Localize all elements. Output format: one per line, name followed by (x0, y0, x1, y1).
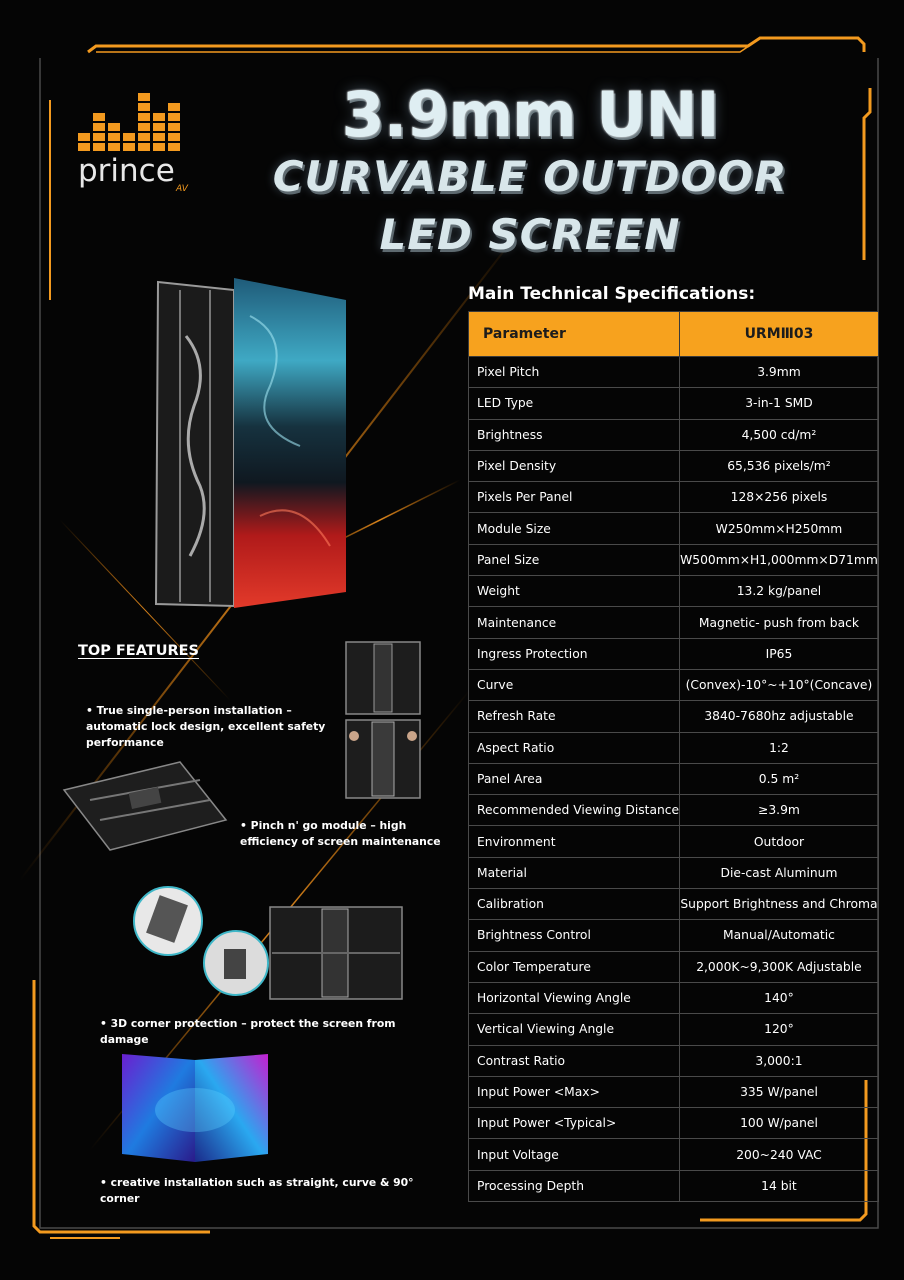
spec-name: Brightness (469, 419, 680, 450)
specs-table (468, 311, 879, 1202)
spec-value: 140° (680, 982, 879, 1013)
spec-value: Manual/Automatic (680, 920, 879, 951)
features-heading: TOP FEATURES (78, 643, 199, 659)
spec-value: 3,000:1 (680, 1045, 879, 1076)
table-row (469, 763, 879, 794)
spec-value: 65,536 pixels/m² (680, 450, 879, 481)
brand-logo (78, 95, 193, 187)
table-row (469, 951, 879, 982)
spec-value: ≥3.9m (680, 795, 879, 826)
table-row (469, 388, 879, 419)
spec-name: Recommended Viewing Distance (469, 795, 680, 826)
table-row (469, 857, 879, 888)
spec-name: Aspect Ratio (469, 732, 680, 763)
spec-name: Processing Depth (469, 1170, 680, 1201)
spec-name: Curve (469, 669, 680, 700)
spec-name: Brightness Control (469, 920, 680, 951)
table-row (469, 1170, 879, 1201)
brand-sub: AV (176, 184, 188, 194)
spec-value: W500mm×H1,000mm×D71mm (680, 544, 879, 575)
table-row (469, 576, 879, 607)
table-row (469, 482, 879, 513)
spec-value: 14 bit (680, 1170, 879, 1201)
specs-heading: Main Technical Specifications: (468, 284, 756, 304)
spec-value: 0.5 m² (680, 763, 879, 794)
spec-value: W250mm×H250mm (680, 513, 879, 544)
table-row (469, 513, 879, 544)
spec-value: 335 W/panel (680, 1076, 879, 1107)
table-row (469, 1014, 879, 1045)
feature-item-2: • Pinch n' go module – high efficiency of screen maintenance (240, 819, 441, 848)
feature-item-4: • creative installation such as straight, curve & 90° corner (100, 1176, 414, 1205)
feature-item-1: • True single-person installation – automatic lock design, excellent safety performance (86, 704, 326, 749)
spec-name: Pixel Pitch (469, 357, 680, 388)
table-row (469, 826, 879, 857)
table-row (469, 920, 879, 951)
spec-name: Module Size (469, 513, 680, 544)
spec-value: 100 W/panel (680, 1108, 879, 1139)
spec-value: Magnetic- push from back (680, 607, 879, 638)
spec-name: Color Temperature (469, 951, 680, 982)
spec-name: Panel Size (469, 544, 680, 575)
table-row (469, 1045, 879, 1076)
spec-value: IP65 (680, 638, 879, 669)
spec-name: Input Power <Max> (469, 1076, 680, 1107)
title-line-2: CURVABLE OUTDOOR (272, 152, 788, 201)
spec-value: (Convex)-10°~+10°(Concave) (680, 669, 879, 700)
spec-name: Calibration (469, 889, 680, 920)
table-row (469, 889, 879, 920)
table-row (469, 357, 879, 388)
spec-name: Pixels Per Panel (469, 482, 680, 513)
table-row (469, 1076, 879, 1107)
spec-name: Panel Area (469, 763, 680, 794)
spec-name: Environment (469, 826, 680, 857)
spec-value: 13.2 kg/panel (680, 576, 879, 607)
corner-protection-image (132, 885, 407, 1003)
spec-value: Support Brightness and Chroma (680, 889, 879, 920)
spec-value: 3840-7680hz adjustable (680, 701, 879, 732)
table-row (469, 1108, 879, 1139)
spec-name: Input Power <Typical> (469, 1108, 680, 1139)
spec-name: Material (469, 857, 680, 888)
table-row (469, 795, 879, 826)
table-row (469, 732, 879, 763)
spec-value: 3-in-1 SMD (680, 388, 879, 419)
feature-item-3: • 3D corner protection – protect the screen from damage (100, 1017, 396, 1046)
spec-name: Refresh Rate (469, 701, 680, 732)
page-title (215, 78, 845, 264)
table-row (469, 450, 879, 481)
table-row (469, 669, 879, 700)
spec-name: Vertical Viewing Angle (469, 1014, 680, 1045)
header-parameter: Parameter (469, 312, 680, 357)
led-panel-image (150, 276, 350, 610)
spec-name: Horizontal Viewing Angle (469, 982, 680, 1013)
cabinet-back-image (344, 640, 422, 800)
table-row (469, 419, 879, 450)
creative-installation-image (120, 1050, 270, 1165)
spec-value: 200~240 VAC (680, 1139, 879, 1170)
title-line-1: 3.9mm UNI (341, 78, 719, 151)
spec-name: Ingress Protection (469, 638, 680, 669)
spec-value: 128×256 pixels (680, 482, 879, 513)
spec-value: 4,500 cd/m² (680, 419, 879, 450)
specs-header-row (469, 312, 879, 357)
spec-name: Contrast Ratio (469, 1045, 680, 1076)
brand-name: prince (78, 153, 175, 189)
spec-value: 3.9mm (680, 357, 879, 388)
spec-name: LED Type (469, 388, 680, 419)
header-model: URMⅢ03 (680, 312, 879, 357)
table-row (469, 607, 879, 638)
table-row (469, 1139, 879, 1170)
table-row (469, 544, 879, 575)
table-row (469, 638, 879, 669)
spec-value: 2,000K~9,300K Adjustable (680, 951, 879, 982)
title-line-3: LED SCREEN (379, 210, 681, 259)
spec-name: Weight (469, 576, 680, 607)
spec-value: Die-cast Aluminum (680, 857, 879, 888)
spec-name: Maintenance (469, 607, 680, 638)
spec-name: Input Voltage (469, 1139, 680, 1170)
module-image (60, 760, 230, 852)
spec-value: 1:2 (680, 732, 879, 763)
spec-name: Pixel Density (469, 450, 680, 481)
equalizer-icon (78, 95, 193, 151)
table-row (469, 982, 879, 1013)
spec-value: 120° (680, 1014, 879, 1045)
spec-value: Outdoor (680, 826, 879, 857)
table-row (469, 701, 879, 732)
